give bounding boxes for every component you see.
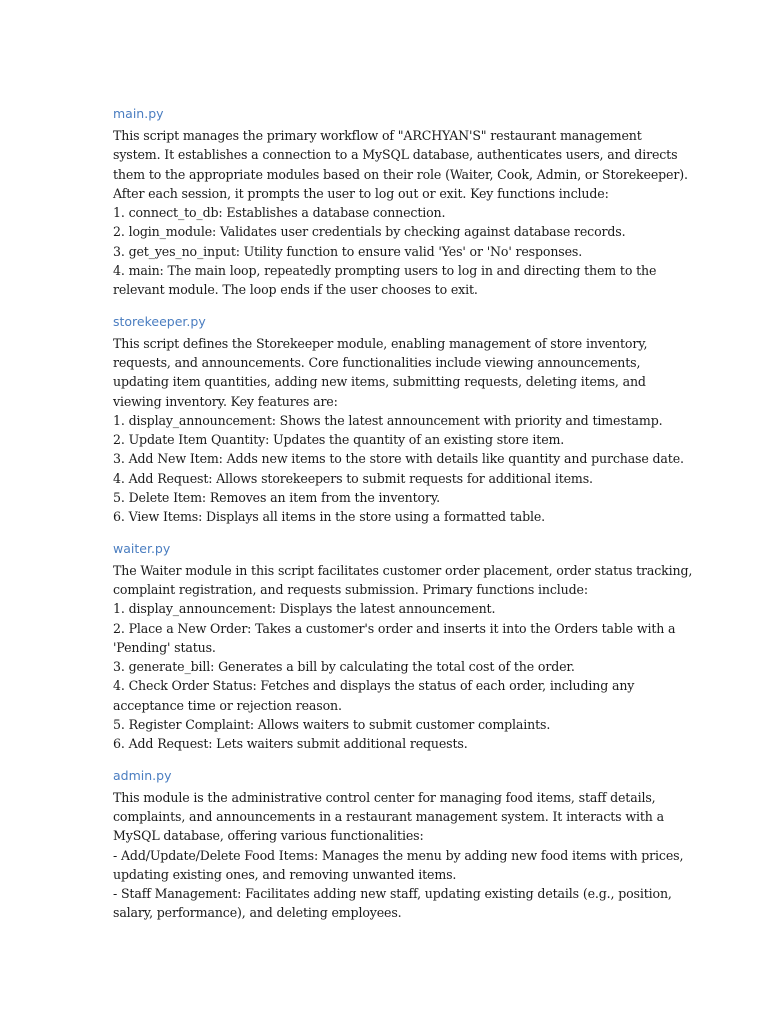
paragraph-line: complaint registration, and requests submission. Primary functions include: (113, 581, 588, 597)
section-storekeeper (113, 312, 684, 527)
paragraph-line: them to the appropriate modules based on their role (Waiter, Cook, Admin, or Storekeeper). (113, 166, 688, 182)
section-main (113, 104, 688, 300)
section-waiter (113, 539, 693, 754)
list-item: 2. login_module: Validates user credentials by checking against database records. (113, 224, 626, 240)
list-item: 3. Add New Item: Adds new items to the store with details like quantity and purchase date. (113, 451, 684, 467)
paragraph-line: system. It establishes a connection to a MySQL database, authenticates users, and directs (113, 147, 678, 163)
list-item: 1. display_announcement: Shows the latest announcement with priority and timestamp. (113, 412, 663, 428)
list-item: - Staff Management: Facilitates adding new staff, updating existing details (e.g., position, (113, 886, 672, 902)
list-item: updating existing ones, and removing unwanted items. (113, 866, 457, 882)
list-item: 6. View Items: Displays all items in the store using a formatted table. (113, 509, 546, 525)
paragraph-line: After each session, it prompts the user to log out or exit. Key functions include: (113, 185, 609, 201)
list-item: salary, performance), and deleting employees. (113, 905, 402, 921)
paragraph-line: requests, and announcements. Core functionalities include viewing announcements, (113, 354, 641, 370)
paragraph-line: complaints, and announcements in a restaurant management system. It interacts with a (113, 808, 664, 824)
paragraph-line: This module is the administrative control center for managing food items, staff details, (113, 789, 656, 805)
list-item: 4. main: The main loop, repeatedly prompting users to log in and directing them to the (113, 263, 657, 279)
list-item: 4. Add Request: Allows storekeepers to submit requests for additional items. (113, 470, 593, 486)
list-item: 3. generate_bill: Generates a bill by calculating the total cost of the order. (113, 659, 575, 675)
paragraph-line: viewing inventory. Key features are: (113, 393, 338, 409)
paragraph-line: The Waiter module in this script facilitates customer order placement, order status tracking, (113, 562, 693, 578)
section-admin (113, 766, 684, 923)
section-heading: storekeeper.py (113, 313, 206, 329)
paragraph-line: This script defines the Storekeeper module, enabling management of store inventory, (113, 335, 648, 351)
list-item: - Add/Update/Delete Food Items: Manages the menu by adding new food items with prices, (113, 847, 684, 863)
section-heading: main.py (113, 106, 164, 121)
list-item: 2. Update Item Quantity: Updates the quantity of an existing store item. (113, 432, 565, 448)
list-item: 5. Delete Item: Removes an item from the inventory. (113, 490, 440, 506)
paragraph-line: MySQL database, offering various functionalities: (113, 828, 424, 844)
list-item: 1. connect_to_db: Establishes a database connection. (113, 205, 446, 221)
list-item: 3. get_yes_no_input: Utility function to ensure valid 'Yes' or 'No' responses. (113, 243, 583, 259)
paragraph-line: updating item quantities, adding new items, submitting requests, deleting items, and (113, 374, 646, 390)
section-heading: waiter.py (113, 540, 171, 556)
list-item: acceptance time or rejection reason. (113, 697, 342, 713)
list-item: 4. Check Order Status: Fetches and displays the status of each order, including any (113, 678, 635, 694)
paragraph-line: This script manages the primary workflow of "ARCHYAN'S" restaurant management (113, 128, 642, 143)
list-item: 6. Add Request: Lets waiters submit additional requests. (113, 736, 468, 752)
list-item: 'Pending' status. (113, 639, 216, 655)
document-page (113, 104, 693, 935)
section-heading: admin.py (113, 767, 172, 783)
list-item: 5. Register Complaint: Allows waiters to submit customer complaints. (113, 717, 551, 733)
list-item: 2. Place a New Order: Takes a customer's order and inserts it into the Orders table with a (113, 620, 676, 636)
list-item: 1. display_announcement: Displays the latest announcement. (113, 601, 496, 617)
list-item: relevant module. The loop ends if the user chooses to exit. (113, 282, 478, 298)
